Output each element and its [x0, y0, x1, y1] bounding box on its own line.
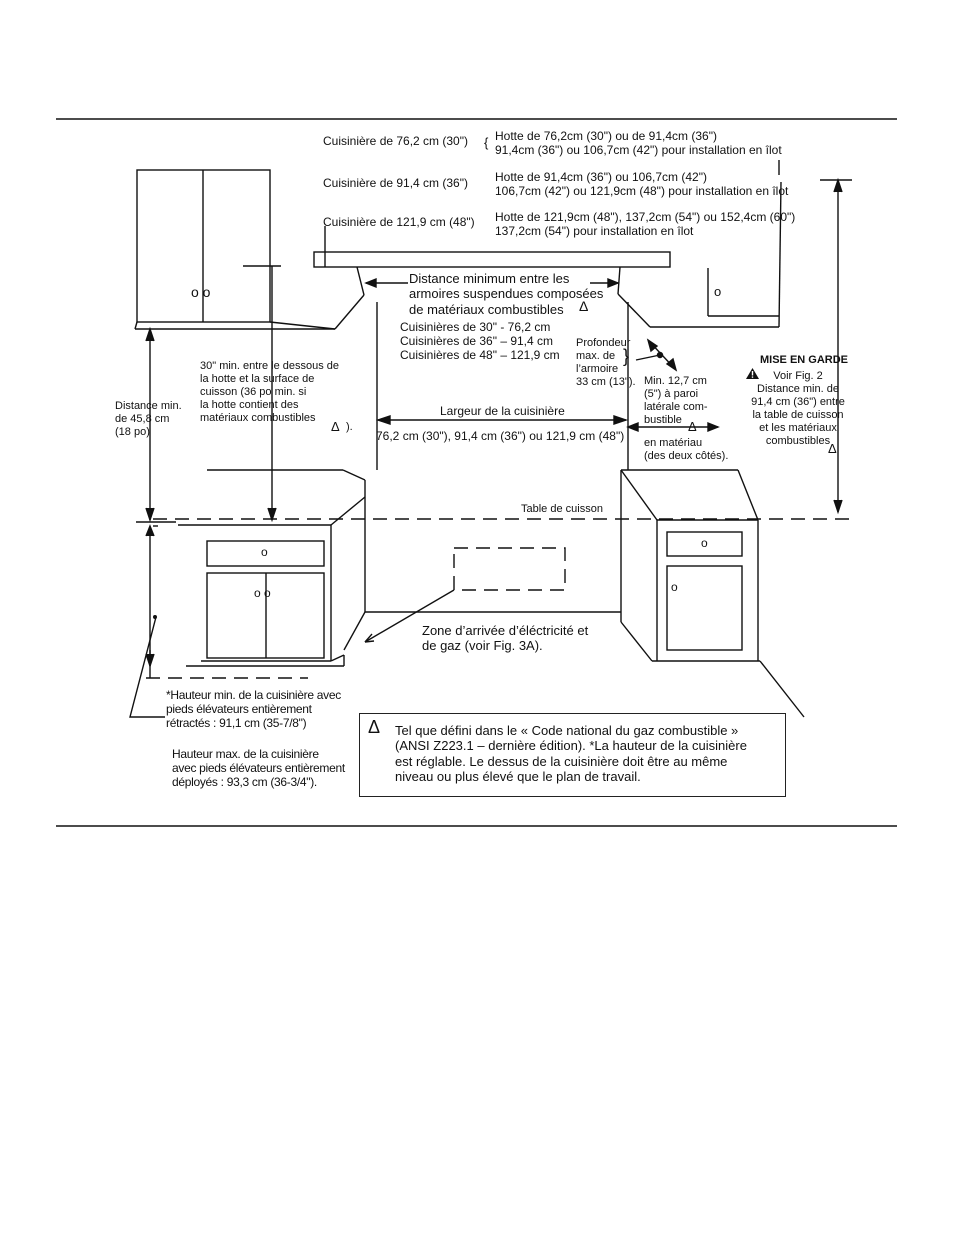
range-width-values: 76,2 cm (30"), 91,4 cm (36") ou 121,9 cm (48")	[376, 429, 625, 443]
delta-symbol: Δ	[368, 717, 381, 737]
range-30-label: Cuisinière de 76,2 cm (30")	[323, 134, 468, 148]
min-distance-cabinets-label: Distance minimum entre les armoires suspendues composées de matériaux combustibles	[409, 271, 604, 317]
supply-zone-label: Zone d’arrivée d’éléctricité et de gaz (voir Fig. 3A).	[422, 623, 589, 654]
brace-glyph: }	[623, 346, 630, 366]
hood-30-label: Hotte de 76,2cm (30") ou de 91,4cm (36") 91,4cm (36") ou 106,7cm (42") pour installation en îlot	[495, 129, 782, 158]
brace-glyph: {	[484, 135, 489, 150]
right-lower-cabinet	[621, 470, 804, 717]
delta-symbol: Δ	[331, 419, 340, 434]
max-depth-label: Profondeur max. de l’armoire 33 cm (13").	[576, 337, 636, 388]
hood-clearance-label: 30" min. entre le dessous de la hotte et la surface de cuisson (36 po min. si la hotte contient des matériaux combustibles	[200, 360, 340, 424]
delta-symbol: Δ	[688, 419, 697, 434]
drawer-knob: o	[261, 545, 268, 559]
note-text: Tel que défini dans le « Code national du gaz combustible » (ANSI Z223.1 – dernière édition). *La hauteur de la cuisinière est réglable. Le dessus de la cuisinière doit être au même niveau ou plus élevé que le plan de travail.	[395, 723, 747, 784]
cabinet-knobs: o o	[254, 586, 271, 600]
range-width-label: Largeur de la cuisinière	[440, 404, 565, 418]
drawer-knob: o	[701, 536, 708, 550]
delta-symbol: Δ	[579, 298, 589, 314]
cabinet-knob: o	[671, 580, 678, 594]
range-widths-list: Cuisinières de 30" - 76,2 cm Cuisinières de 36" – 91,4 cm Cuisinières de 48" – 121,9 cm	[400, 320, 560, 363]
min-side-tail: en matériau (des deux côtés).	[644, 437, 729, 462]
min-side-label: Min. 12,7 cm (5") à paroi latérale com- bustible	[644, 375, 708, 426]
delta-symbol: Δ	[828, 441, 837, 456]
hood-48-label: Hotte de 121,9cm (48"), 137,2cm (54") ou 152,4cm (60") 137,2cm (54") pour installation en îlot	[495, 210, 796, 239]
height-max-label: Hauteur max. de la cuisinière avec pieds élévateurs entièrement déployés : 93,3 cm (36-3/4").	[172, 747, 345, 790]
hood-clearance-tail: ).	[346, 421, 353, 433]
cabinet-knobs: o o	[191, 284, 211, 300]
cooktop-label: Table de cuisson	[521, 503, 603, 515]
hood-36-label: Hotte de 91,4cm (36") ou 106,7cm (42") 106,7cm (42") ou 121,9cm (48") pour installation en îlot	[495, 170, 789, 199]
distance-min-label: Distance min. de 45,8 cm (18 po)	[115, 400, 182, 438]
warning-body: Voir Fig. 2 Distance min. de 91,4 cm (36") entre la table de cuisson et les matériaux combustibles	[751, 370, 845, 447]
cabinet-knob: o	[714, 284, 722, 299]
supply-zone-box	[454, 548, 565, 590]
height-min-label: *Hauteur min. de la cuisinière avec pieds élévateurs entièrement rétractés : 91,1 cm (35-7/8")	[166, 688, 341, 731]
warning-title: MISE EN GARDE	[760, 354, 849, 366]
left-upper-cabinet	[135, 170, 335, 329]
range-48-label: Cuisinière de 121,9 cm (48")	[323, 215, 475, 229]
range-36-label: Cuisinière de 91,4 cm (36")	[323, 176, 468, 190]
